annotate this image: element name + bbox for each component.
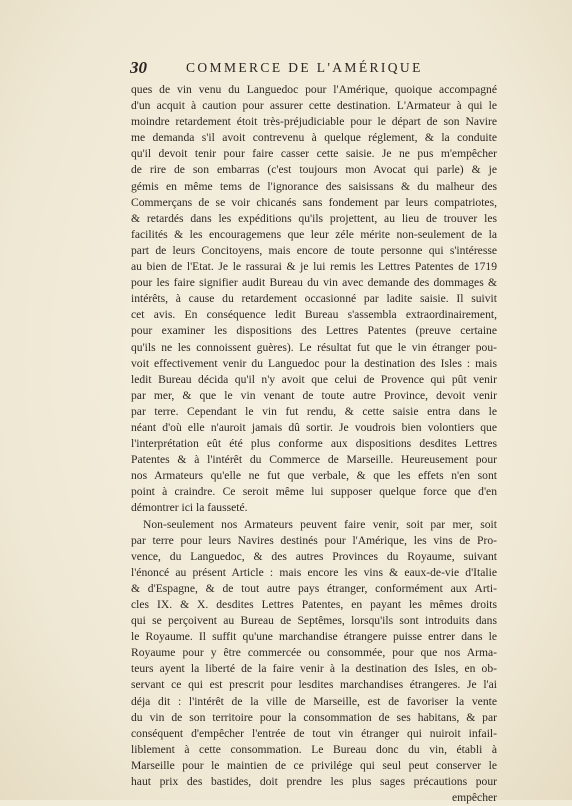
text-line: par terre pour leurs Navires destinés pour l'Amérique, les vins de Pro-: [131, 533, 497, 547]
text-line: néant d'où elle n'auroit jamais dû sortir. Je voudrois bien volontiers que: [131, 420, 497, 434]
text-line: au bien de l'Etat. Je le rassurai & je lui remis les Lettres Patentes de 1719: [131, 260, 497, 274]
text-line: l'énoncé au présent Article : mais encore les vins & eaux-de-vie d'Italie: [131, 565, 497, 579]
text-line: ques de vin venu du Languedoc pour l'Amérique, quoique accompagné: [131, 83, 497, 96]
text-line: haut prix des bastides, doit prendre les plus sages précautions pour: [131, 775, 497, 789]
text-line: & d'Espagne, & de tout autre pays étranger, conformément aux Arti-: [131, 581, 497, 595]
text-line: vence, du Languedoc, & des autres Provinces du Royaume, suivant: [131, 549, 497, 563]
text-line: gémis en même tems de l'ignorance des saisissans & du malheur des: [131, 179, 497, 193]
text-line: Royaume pour y être commercée ou consommée, pour que nos Arma-: [131, 646, 497, 660]
text-line: Marseille pour le maintien de ce privilége qui seul peut conserver le: [131, 758, 497, 772]
text-line: par mer, & que le vin venant de toute autre Province, devoit venir: [131, 388, 497, 402]
text-line: qu'il devoit tenir pour faire casser cette saisie. Je ne pus m'empêcher: [131, 147, 497, 161]
text-line: Non-seulement nos Armateurs peuvent faire venir, soit par mer, soit: [143, 517, 497, 531]
text-line: du vin de son territoire pour la consommation de ses habitans, & par: [131, 710, 497, 724]
body-text: [131, 82, 497, 806]
text-line: ledit Bureau décida qu'il n'y avoit que celui de Provence qui pût venir: [131, 372, 497, 386]
catchword: empêcher: [451, 791, 497, 805]
text-line: part de leurs Concitoyens, mais encore de toute personne qui s'intéresse: [131, 243, 497, 257]
text-line: qui se perçoivent au Bureau de Septêmes, lorsqu'ils sont introduits dans: [131, 614, 497, 628]
text-line: teurs ayent la liberté de la faire venir à la destination des Isles, en ob-: [131, 662, 497, 676]
text-line: conséquent d'empêcher l'entrée de tout vin étranger qui nuiroit infail-: [131, 726, 497, 740]
text-line: & retardés dans les expéditions qu'ils projettent, au lieu de trouver les: [131, 211, 497, 225]
text-line: l'interprétation eût été plus conforme aux dispositions desdites Lettres: [131, 437, 497, 451]
text-line: par terre. Cependant le vin fut rendu, & cette saisie entra dans le: [131, 404, 497, 418]
text-line: point à craindre. Ce seroit même lui supposer quelque force que d'en: [131, 485, 497, 499]
page-header: [0, 58, 572, 78]
text-line: cet avis. En conséquence ledit Bureau s'assembla extraordinairement,: [131, 308, 497, 322]
text-line: de rire de son embarras (c'est toujours mon Avocat qui parle) & je: [131, 163, 497, 177]
text-line: intérêts, à cause du retardement occasionné par ladite saisie. Il suivit: [131, 292, 497, 306]
text-line: me demanda s'il avoit contrevenu à quelque réglement, & la conduite: [131, 131, 497, 145]
text-line: Patentes & à l'intérêt du Commerce de Marseille. Heureusement pour: [131, 453, 497, 467]
text-line: démontrer ici la fausseté.: [131, 501, 248, 515]
text-line: nos Armateurs qu'elle ne fut que verbale, & que les effets n'en sont: [131, 469, 497, 483]
text-line: qu'ils ne les connoissent guères). Le résultat fut que le vin étranger pou-: [131, 340, 497, 354]
text-line: pour examiner les dispositions des Lettres Patentes (preuve certaine: [131, 324, 497, 338]
text-line: déja dit : l'intérêt de la ville de Marseille, est de favoriser la vente: [131, 694, 497, 708]
running-title: COMMERCE DE L'AMÉRIQUE: [186, 60, 423, 75]
text-line: Commerçans de se voir chicanés sans fondement par leurs compatriotes,: [131, 195, 497, 209]
text-line: le Royaume. Il suffit qu'une marchandise étrangere puisse entrer dans le: [131, 630, 497, 644]
text-line: servant ce qui est prescrit pour lesdites marchandises étrangeres. Je l'ai: [131, 678, 497, 692]
text-line: d'un acquit à caution pour assurer cette destination. L'Armateur à qui le: [131, 99, 497, 113]
text-line: cles IX. & X. desdites Lettres Patentes, en payant les mêmes droits: [131, 598, 497, 611]
page-number: 30: [130, 58, 147, 77]
text-line: moindre retardement étoit très-préjudiciable pour le départ de son Navire: [131, 115, 497, 129]
text-line: liblement à cette consommation. Le Bureau donc du vin, établi à: [131, 742, 497, 756]
text-line: facilités & les encouragemens que leur zéle mérite non-seulement de la: [131, 227, 497, 241]
text-line: voit effectivement venir du Languedoc pour la destination des Isles : mais: [131, 356, 497, 370]
text-line: pour les faire signifier audit Bureau du vin avec demande des dommages &: [131, 276, 497, 290]
